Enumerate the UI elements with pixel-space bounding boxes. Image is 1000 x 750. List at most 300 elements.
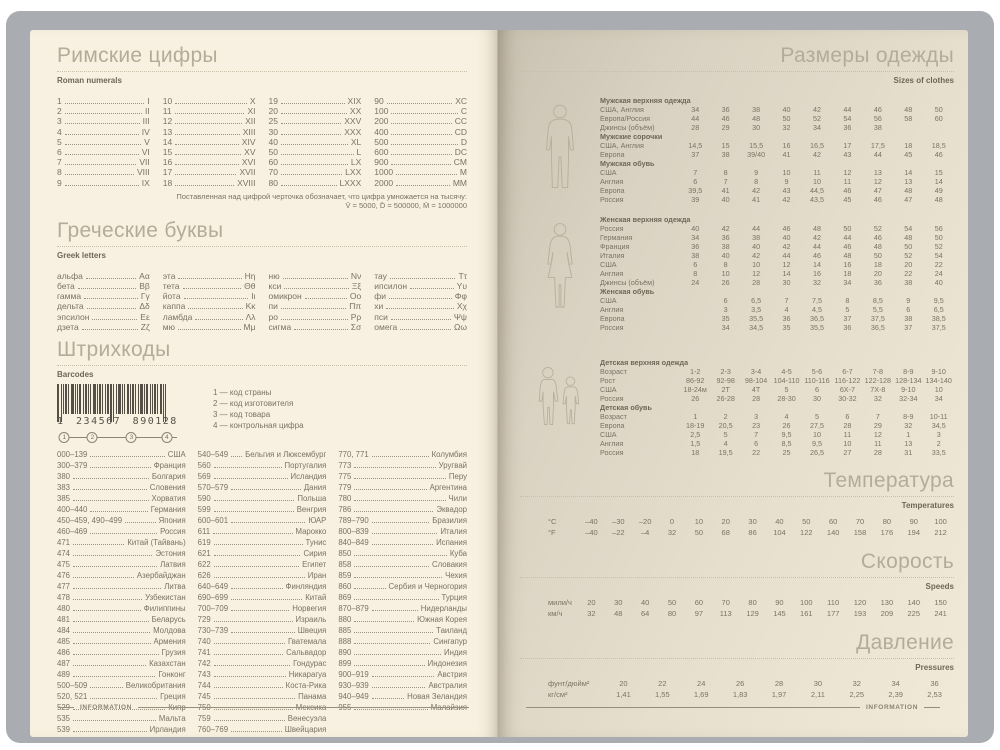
size-value: 46 <box>843 242 852 251</box>
roman-numeral-key: 6 <box>57 147 62 158</box>
size-value: 48 <box>843 251 852 260</box>
size-value: 4,5 <box>811 305 822 314</box>
size-value: 28 <box>752 394 761 403</box>
roman-numeral-row <box>374 147 467 157</box>
greek-letter-row <box>374 312 467 322</box>
size-value: 7-8 <box>872 367 884 376</box>
greek-letter-value: Ττ <box>458 270 467 281</box>
conv-row-label: фунт/дюйм² <box>548 679 590 688</box>
country-code-row <box>198 636 327 647</box>
barcode-legend-item: 2 — код изготовителя <box>213 399 294 409</box>
roman-numeral-value: D <box>460 136 467 147</box>
country-code-key: 773 <box>338 461 352 471</box>
barcode-marker: 1 <box>59 432 70 443</box>
dotted-leader <box>65 147 139 155</box>
size-value: 37,5 <box>931 323 946 332</box>
size-value: 22 <box>752 448 761 457</box>
section-divider <box>520 71 954 72</box>
barcode-marker: 3 <box>126 432 137 443</box>
dotted-leader <box>78 281 136 289</box>
conv-value: 28 <box>774 679 784 688</box>
conv-value: –40 <box>585 517 598 526</box>
country-code-value: Новая Зеландия <box>407 692 468 702</box>
section-divider <box>57 365 467 366</box>
size-section-header <box>600 132 954 141</box>
size-row-label: США <box>600 296 617 305</box>
size-value: 44 <box>873 150 882 159</box>
size-value: 15 <box>934 168 943 177</box>
dotted-leader <box>184 291 249 299</box>
dotted-leader <box>195 312 242 320</box>
conv-value: –40 <box>585 527 598 537</box>
country-code-key: 475 <box>57 560 71 570</box>
country-code-value: Коста-Рика <box>285 681 327 691</box>
size-value: 37,5 <box>870 314 885 323</box>
roman-numeral-value: XC <box>455 96 467 106</box>
size-row <box>600 114 954 123</box>
country-code-key: 759 <box>197 714 211 724</box>
country-code-row <box>198 482 327 493</box>
size-value: 17,5 <box>870 141 885 150</box>
size-value: 9 <box>784 177 789 186</box>
size-value: 20 <box>873 269 882 278</box>
barcode-bar <box>107 384 109 414</box>
country-code-value: Кипр <box>168 703 186 713</box>
country-code-row <box>198 614 327 625</box>
country-code-key: 730–739 <box>197 626 229 636</box>
dotted-leader <box>284 281 349 289</box>
dotted-leader <box>65 178 139 186</box>
size-value: 20 <box>904 260 913 269</box>
greek-letter-key: фи <box>374 291 386 302</box>
size-value: 10 <box>782 168 791 177</box>
roman-numeral-row <box>269 96 362 106</box>
size-row-label: США, Англия <box>600 105 644 114</box>
size-value: 5 <box>723 430 728 439</box>
dotted-leader <box>188 301 242 309</box>
size-value: 3 <box>754 412 759 421</box>
conv-value: 80 <box>667 608 677 618</box>
roman-numeral-value: DC <box>454 147 467 158</box>
greek-letter-row <box>163 312 256 322</box>
conv-value: 158 <box>853 527 867 537</box>
size-row-label: Рост <box>600 376 616 385</box>
size-value: 8-9 <box>903 367 914 376</box>
size-value: 39 <box>691 195 700 204</box>
size-value: 1 <box>906 430 911 439</box>
country-code-key: 880 <box>338 615 352 625</box>
country-code-row <box>57 647 186 658</box>
size-value: 11 <box>843 430 852 439</box>
size-value: 46 <box>721 114 730 123</box>
roman-numeral-key: 900 <box>374 157 389 168</box>
dotted-leader <box>90 526 157 534</box>
conv-value: –22 <box>612 527 625 537</box>
greek-table <box>57 271 467 332</box>
sizes-title: Размеры одежды <box>780 44 954 67</box>
size-value: 14 <box>812 260 821 269</box>
size-value: 29 <box>873 421 882 430</box>
country-code-key: 760–769 <box>197 725 229 735</box>
dotted-leader <box>372 449 429 457</box>
dotted-leader <box>231 515 305 523</box>
greek-title: Греческие буквы <box>57 218 224 242</box>
roman-numeral-value: XIV <box>241 136 256 147</box>
dotted-leader <box>281 116 341 124</box>
size-value: 50 <box>843 224 852 233</box>
dotted-leader <box>214 614 293 622</box>
roman-numeral-row <box>269 106 362 116</box>
dotted-leader <box>354 636 430 644</box>
country-code-key: 742 <box>197 659 211 669</box>
size-value: 8 <box>754 177 759 186</box>
roman-numeral-value: L <box>356 147 362 158</box>
barcodes-subtitle: Barcodes <box>57 370 94 380</box>
dotted-leader <box>175 157 239 165</box>
size-value: 42 <box>812 233 821 242</box>
size-value: 24 <box>691 278 700 287</box>
roman-numeral-key: 90 <box>374 96 384 106</box>
dotted-leader <box>410 281 454 289</box>
conv-value: 90 <box>775 598 784 607</box>
size-value: 38 <box>721 150 730 159</box>
size-value: 32 <box>812 278 821 287</box>
size-value: 32 <box>782 123 791 132</box>
size-value: 6 <box>693 177 698 186</box>
dotted-leader <box>73 537 124 545</box>
greek-letter-value: Εε <box>140 311 150 322</box>
size-value: 8 <box>693 269 698 278</box>
left-page <box>30 30 497 737</box>
country-code-row <box>338 471 467 482</box>
conv-value: 30 <box>748 517 757 526</box>
size-value <box>680 314 710 323</box>
roman-numeral-row <box>374 157 467 167</box>
country-code-value: Колумбия <box>431 450 468 460</box>
size-value: 26,5 <box>809 448 824 457</box>
size-value: 38 <box>691 251 700 260</box>
country-code-value: Германия <box>150 505 186 515</box>
country-code-row <box>198 713 327 724</box>
size-row-label: Россия <box>600 394 624 403</box>
conv-value: 161 <box>800 608 813 618</box>
size-value <box>924 123 954 132</box>
dotted-leader <box>372 515 430 523</box>
barcode-digits: 1 234567 890128 <box>57 416 178 428</box>
country-code-key: 743 <box>197 670 211 680</box>
country-code-value: Венесуэла <box>287 714 327 724</box>
dotted-leader <box>73 559 157 567</box>
barcode-bar <box>68 384 69 414</box>
country-code-value: Китай (Тайвань) <box>127 538 186 548</box>
size-value: 6-7 <box>842 367 853 376</box>
size-value: 34,5 <box>749 323 764 332</box>
roman-numeral-key: 18 <box>162 177 173 188</box>
roman-numeral-row <box>374 167 467 177</box>
conv-value: 70 <box>721 598 730 607</box>
size-value: 40 <box>782 105 791 114</box>
country-code-key: 380 <box>57 472 71 482</box>
size-value: 7 <box>875 412 880 421</box>
dotted-leader <box>175 178 234 186</box>
conv-value: 70 <box>855 517 865 526</box>
conv-row <box>548 690 954 701</box>
country-code-value: Панама <box>298 692 327 702</box>
country-code-value: Сирия <box>303 549 327 559</box>
dotted-leader <box>73 548 152 556</box>
greek-letter-row <box>163 301 256 311</box>
greek-letter-key: сигма <box>268 321 292 332</box>
section-divider <box>520 496 954 497</box>
conv-value: 145 <box>773 608 786 618</box>
country-code-key: 789–790 <box>338 516 369 526</box>
greek-letter-value: Οο <box>349 291 362 302</box>
greek-letter-row <box>269 312 362 322</box>
roman-numeral-row <box>374 127 467 137</box>
country-code-value: Эквадор <box>436 505 468 515</box>
country-code-row <box>338 658 467 669</box>
greek-letter-key: ро <box>268 311 278 322</box>
dotted-leader <box>231 592 302 600</box>
country-code-key: 383 <box>57 483 71 493</box>
country-code-row <box>57 713 186 724</box>
size-row <box>600 105 954 114</box>
size-value: 42 <box>752 186 761 195</box>
size-value: 50 <box>904 242 913 251</box>
size-row-label: Германия <box>600 233 633 242</box>
size-value: 7X-8 <box>870 385 886 394</box>
dotted-leader <box>73 471 149 479</box>
country-code-row <box>338 559 467 570</box>
size-value: 47 <box>904 195 913 204</box>
dotted-leader <box>281 106 347 114</box>
conv-value: 30 <box>813 679 823 688</box>
size-value: 98-104 <box>744 376 768 385</box>
dotted-leader <box>354 493 445 501</box>
size-value: 16 <box>843 260 852 269</box>
footer-rule <box>138 707 469 708</box>
dotted-leader <box>231 482 301 490</box>
conv-value: 0 <box>669 517 675 526</box>
barcode-legend-item: 3 — код товара <box>213 410 271 420</box>
country-code-key: 400–440 <box>57 505 88 515</box>
greek-letter-value: Γγ <box>140 291 150 302</box>
dotted-leader <box>372 669 435 677</box>
pressure-table <box>548 679 954 700</box>
size-value: 50 <box>934 105 943 114</box>
country-code-row <box>338 526 467 537</box>
size-value: 44,5 <box>809 186 824 195</box>
dotted-leader <box>396 178 450 186</box>
greek-letter-value: Νν <box>350 270 362 281</box>
country-code-row <box>338 482 467 493</box>
figure-column <box>520 96 600 204</box>
size-value: 10-11 <box>929 412 948 421</box>
conv-value: 20 <box>587 598 596 607</box>
size-value: 6 <box>693 260 698 269</box>
country-code-value: Уругвай <box>438 461 468 471</box>
dotted-leader <box>214 647 283 655</box>
size-row-label: Франция <box>600 242 630 251</box>
roman-numeral-value: XL <box>350 136 362 147</box>
size-value: 10 <box>843 439 852 448</box>
size-section-title: Женская верхняя одежда <box>600 215 691 224</box>
conv-value: 32 <box>852 679 861 688</box>
roman-numeral-key: 10 <box>162 96 173 106</box>
roman-numeral-key: 5 <box>57 136 62 147</box>
greek-letter-key: тау <box>374 270 387 281</box>
barcode-bar <box>154 384 156 414</box>
size-value: 23 <box>752 421 761 430</box>
size-value: 1-2 <box>690 367 701 376</box>
conv-row-label: кг/см² <box>548 689 568 699</box>
size-row <box>600 186 954 195</box>
barcode-legend-item: 1 — код страны <box>213 388 272 398</box>
greek-letter-row <box>269 271 362 281</box>
country-code-row <box>57 482 186 493</box>
country-code-key: 300–379 <box>57 461 88 471</box>
country-code-row <box>198 460 327 471</box>
size-row <box>600 385 954 394</box>
size-value: 30 <box>812 394 821 403</box>
size-value: 42 <box>812 105 821 114</box>
size-value: 27 <box>843 448 852 457</box>
conv-value: –4 <box>640 527 650 537</box>
size-row-label: Англия <box>600 439 624 448</box>
roman-numeral-value: XVII <box>239 167 256 178</box>
conv-row-label: мили/ч <box>548 598 572 607</box>
section-greek-letters <box>57 219 467 332</box>
country-code-row <box>338 625 467 636</box>
greek-letter-row <box>374 281 467 291</box>
country-code-key: 599 <box>197 505 211 515</box>
size-value: 40 <box>934 278 943 287</box>
size-section-header <box>600 215 954 224</box>
dotted-leader <box>283 271 348 279</box>
conv-value: 80 <box>748 598 757 607</box>
size-value: 9-10 <box>901 385 916 394</box>
roman-table <box>57 96 467 188</box>
size-value: 6 <box>754 439 759 448</box>
roman-numeral-key: 20 <box>268 106 278 117</box>
size-value: 49 <box>934 186 943 195</box>
barcode-bar <box>152 384 153 414</box>
country-code-value: Индонезия <box>427 659 468 669</box>
dotted-leader <box>178 322 241 330</box>
barcode-bar <box>124 384 125 414</box>
pressure-subtitle: Pressures <box>915 663 954 672</box>
country-code-key: 870–879 <box>338 604 369 614</box>
country-code-value: Нидерланды <box>420 604 468 614</box>
dotted-leader <box>87 301 137 309</box>
size-value: 46 <box>873 195 882 204</box>
conv-value: 2,53 <box>927 689 942 699</box>
size-value: 9,5 <box>781 430 792 439</box>
size-value: 48 <box>904 233 913 242</box>
size-section-title: Детская обувь <box>600 403 652 412</box>
country-code-row <box>57 724 186 735</box>
section-sizes-of-clothes <box>520 44 954 86</box>
country-code-key: 529 <box>57 703 71 713</box>
womens-sizes-group <box>520 215 954 332</box>
dotted-leader <box>73 724 147 732</box>
country-code-row <box>57 537 186 548</box>
barcode-marker-line <box>59 437 177 438</box>
country-code-key: 520, 521 <box>57 692 88 702</box>
size-value: 8 <box>723 168 728 177</box>
dotted-leader <box>281 137 348 145</box>
size-value: 39,5 <box>688 186 703 195</box>
size-row <box>600 150 954 159</box>
country-code-row <box>198 504 327 515</box>
conv-value: –30 <box>612 517 625 526</box>
size-value <box>893 123 923 132</box>
country-code-value: Хорватия <box>151 494 186 504</box>
roman-numeral-value: V <box>144 136 150 147</box>
dotted-leader <box>294 322 348 330</box>
roman-numeral-key: 14 <box>162 136 173 147</box>
dotted-leader <box>390 271 456 279</box>
speed-subtitle: Speeds <box>925 582 954 591</box>
size-value: 38 <box>721 242 730 251</box>
barcode-bar <box>63 384 64 414</box>
size-value: 45 <box>843 195 852 204</box>
size-value: 13 <box>904 177 913 186</box>
size-value: 9-10 <box>931 367 946 376</box>
size-value: 2 <box>723 412 728 421</box>
country-code-value: ЮАР <box>308 516 327 526</box>
country-code-row <box>198 526 327 537</box>
size-value: 40 <box>691 224 700 233</box>
greek-letter-row <box>163 271 256 281</box>
size-value: 15 <box>721 141 730 150</box>
size-row-label: Европа <box>600 421 625 430</box>
country-code-row <box>338 680 467 691</box>
roman-numeral-value: IX <box>141 177 150 188</box>
greek-letter-value: Ρρ <box>350 311 362 322</box>
size-row <box>600 269 954 278</box>
country-code-row <box>338 669 467 680</box>
dotted-leader <box>391 116 451 124</box>
country-code-row <box>57 669 186 680</box>
roman-numeral-key: 1000 <box>374 167 394 178</box>
size-value: 5-6 <box>811 367 823 376</box>
conv-value: 130 <box>880 598 894 607</box>
barcode-bar <box>138 384 139 414</box>
country-code-value: Иран <box>307 571 327 581</box>
country-code-row <box>198 559 327 570</box>
size-value: 45 <box>904 150 913 159</box>
size-section-header <box>600 287 954 296</box>
size-value: 44 <box>782 251 791 260</box>
roman-numeral-key: 7 <box>57 157 62 168</box>
country-code-key: 700–709 <box>197 604 229 614</box>
greek-letter-key: пи <box>268 301 278 312</box>
size-row-label: Италия <box>600 251 625 260</box>
country-code-key: 560 <box>197 461 211 471</box>
size-value: 13 <box>904 439 913 448</box>
conv-value: 140 <box>907 598 920 607</box>
size-value <box>680 296 710 305</box>
size-value: 38 <box>752 105 761 114</box>
barcode-bar <box>130 384 131 414</box>
size-value: 9 <box>754 168 759 177</box>
size-value: 41 <box>782 150 791 159</box>
dotted-leader <box>391 157 450 165</box>
size-value: 17 <box>843 141 852 150</box>
size-value: 22 <box>904 269 913 278</box>
dotted-leader <box>73 581 161 589</box>
